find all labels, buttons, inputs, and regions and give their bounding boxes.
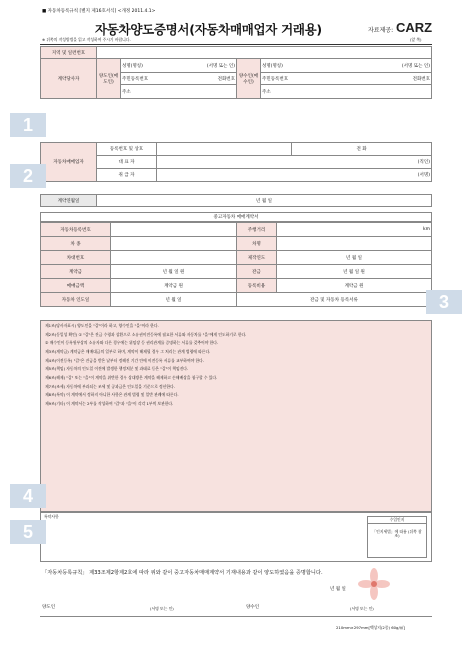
term-item: 제8조(특약) 이 계약에서 정하지 아니한 사항은 관계 법령 및 일반 관례에 따른다. bbox=[45, 392, 179, 398]
transferor-id: 주민등록번호 전화번호 bbox=[121, 73, 237, 85]
term-item: 제2조(동일성 확인) ① "갑"은 잔금 수령과 상환으로 소유권이전등록에 필요한 서류와 자동차를 "을"에게 인도하기로 한다. bbox=[45, 331, 247, 337]
reg-fee-label: 등록비용 bbox=[237, 279, 277, 293]
transferor-address[interactable]: 주소 bbox=[121, 85, 237, 99]
section-badge-3: 3 bbox=[426, 290, 462, 314]
footer-divider bbox=[40, 616, 432, 617]
doc-no-label: 지역 및 일련번호 bbox=[41, 47, 97, 59]
flower-logo-icon bbox=[358, 568, 390, 600]
transferor-name: 성명(명칭) (서명 또는 인) bbox=[121, 59, 237, 73]
rep-label: 대 표 자 bbox=[97, 156, 157, 169]
reg-no-label: 자동차등록번호 bbox=[41, 223, 111, 237]
dealer-table bbox=[40, 142, 432, 182]
person-sign: (서명) bbox=[157, 169, 432, 182]
footer-transferee: 양수인 bbox=[246, 605, 260, 610]
model-year-field[interactable]: 년 월 일 bbox=[277, 251, 432, 265]
tel-label: 전 화 bbox=[292, 143, 432, 156]
page-side: (앞 쪽) bbox=[410, 37, 422, 42]
stamp-body: 「인지세법」에 따름 (뒤쪽 참조) bbox=[372, 529, 422, 539]
delivery-field[interactable]: 년 월 일 bbox=[111, 293, 237, 307]
footer-transferor: 양도인 bbox=[42, 605, 56, 610]
contract-date-label: 계약연월일 bbox=[41, 195, 97, 207]
party-label: 계약당사자 bbox=[41, 59, 97, 99]
section-badge-2: 2 bbox=[10, 164, 46, 188]
special-label: 특약사항 bbox=[44, 514, 59, 519]
balance-label: 잔금 bbox=[237, 265, 277, 279]
terms-list bbox=[45, 324, 427, 406]
biz-label: 등록번호 및 상호 bbox=[97, 143, 157, 156]
party-table bbox=[40, 46, 432, 99]
footer-date: 년 월 일 bbox=[330, 587, 346, 592]
vin-field[interactable] bbox=[111, 251, 237, 265]
reg-fee-field: 계약금 원 bbox=[277, 279, 432, 293]
balance-field: 년 월 일 원 bbox=[277, 265, 432, 279]
terms-block bbox=[40, 320, 432, 512]
price-label: 매매금액 bbox=[41, 279, 111, 293]
transferor-label: 양도인(매도인) bbox=[97, 59, 121, 99]
rep-seal: (직인) bbox=[157, 156, 432, 169]
price-field: 계약금 원 bbox=[111, 279, 237, 293]
revenue-stamp-box bbox=[367, 516, 427, 558]
car-name-label: 차 종 bbox=[41, 237, 111, 251]
section-badge-1: 1 bbox=[10, 113, 46, 137]
contract-date-table bbox=[40, 194, 432, 207]
term-item: 제6조(해제) "갑" 또는 "을"이 계약을 위반한 경우 상대방은 계약을 해제하고 손해배상을 청구할 수 있다. bbox=[45, 375, 218, 381]
footer-transferee-sig: (서명 또는 인) bbox=[350, 606, 374, 611]
transferee-label: 양수인(매수인) bbox=[237, 59, 261, 99]
reg-apply-field: 잔금 및 자동차 등록서류 bbox=[237, 293, 432, 307]
term-item: 제9조(기타) 이 계약서는 2부를 작성하여 "갑"과 "을"이 각각 1부씩 보관한다. bbox=[45, 401, 174, 407]
form-title: 자동차양도증명서(자동차매매업자 거래용) bbox=[95, 22, 322, 37]
transferee-name: 성명(명칭) (서명 또는 인) bbox=[261, 59, 432, 73]
header-divider bbox=[40, 44, 432, 45]
biz-field[interactable] bbox=[157, 143, 292, 156]
model-label: 차명 bbox=[237, 237, 277, 251]
brand-logo: CARZ bbox=[396, 20, 433, 35]
term-item: 제5조(책임) 자동차의 인도일 이전에 발생한 행정처분 및 과태료 등은 "갑"이 책임진다. bbox=[45, 366, 189, 372]
term-item: 제7조(조세) 자동차에 부과되는 조세 및 공과금은 인도일을 기준으로 정산한다. bbox=[45, 383, 175, 389]
reg-no-field[interactable] bbox=[111, 223, 237, 237]
provider-label: 자료제공: bbox=[368, 27, 394, 34]
term-item: 제1조(당사자표시) 양도인을 "갑"이라 하고, 양수인을 "을"이라 한다. bbox=[45, 323, 159, 328]
paper-spec: 210mm×297mm[백상지(2종) 60g/㎡] bbox=[336, 625, 406, 630]
vin-label: 차대번호 bbox=[41, 251, 111, 265]
model-field[interactable] bbox=[277, 237, 432, 251]
mileage-field[interactable]: km bbox=[277, 223, 432, 237]
section-badge-4: 4 bbox=[10, 484, 46, 508]
transferee-id: 주민등록번호 전화번호 bbox=[261, 73, 432, 85]
person-label: 취 급 자 bbox=[97, 169, 157, 182]
dealer-label: 자동차매매업자 bbox=[41, 143, 97, 182]
model-year-label: 제작연도 bbox=[237, 251, 277, 265]
special-terms-box bbox=[40, 512, 432, 562]
delivery-label: 자동차 인도일 bbox=[41, 293, 111, 307]
vehicle-table bbox=[40, 222, 432, 307]
transferee-address[interactable]: 주소 bbox=[261, 85, 432, 99]
stamp-title: 수입인지 bbox=[368, 517, 426, 524]
mileage-label: 주행거리 bbox=[237, 223, 277, 237]
doc-no-field[interactable] bbox=[97, 47, 432, 59]
car-name-field[interactable] bbox=[111, 237, 237, 251]
regulation-text: ■ 자동차등록규칙 [별지 제16호서식] <개정 2011.4.1> bbox=[42, 9, 156, 14]
contract-date-value[interactable]: 년 월 일 bbox=[97, 195, 432, 207]
term-item: 제4조(이전등록) "갑"은 잔금을 받은 날부터 정해진 기간 안에 이전등록 서류를 교부하여야 한다. bbox=[45, 357, 205, 363]
footer-law-text: 「자동차등록규칙」 제33조제2항제2호에 따라 위와 같이 중고자동차매매계약서 기재내용과 같이 양도하였음을 증명합니다. bbox=[42, 570, 323, 576]
sales-contract-heading: 중고자동차 매매계약서 bbox=[40, 212, 432, 222]
footer-transferor-sig: (서명 또는 인) bbox=[150, 606, 174, 611]
term-item: ② 매수인이 등록원부상의 소유자와 다른 경우에는 위임장 등 권리관계를 증명하는 서류를 갖추어야 한다. bbox=[45, 340, 219, 346]
note-text: ※ 뒤쪽의 작성방법을 읽고 작성하여 주시기 바랍니다. bbox=[42, 37, 131, 42]
deposit-field: 년 월 일 원 bbox=[111, 265, 237, 279]
term-item: 제3조(계약금) 계약금은 매매대금의 일부로 하며, 계약이 해제될 경우 그 처리는 관계 법령에 따른다. bbox=[45, 349, 211, 355]
section-badge-5: 5 bbox=[10, 520, 46, 544]
deposit-label: 계약금 bbox=[41, 265, 111, 279]
